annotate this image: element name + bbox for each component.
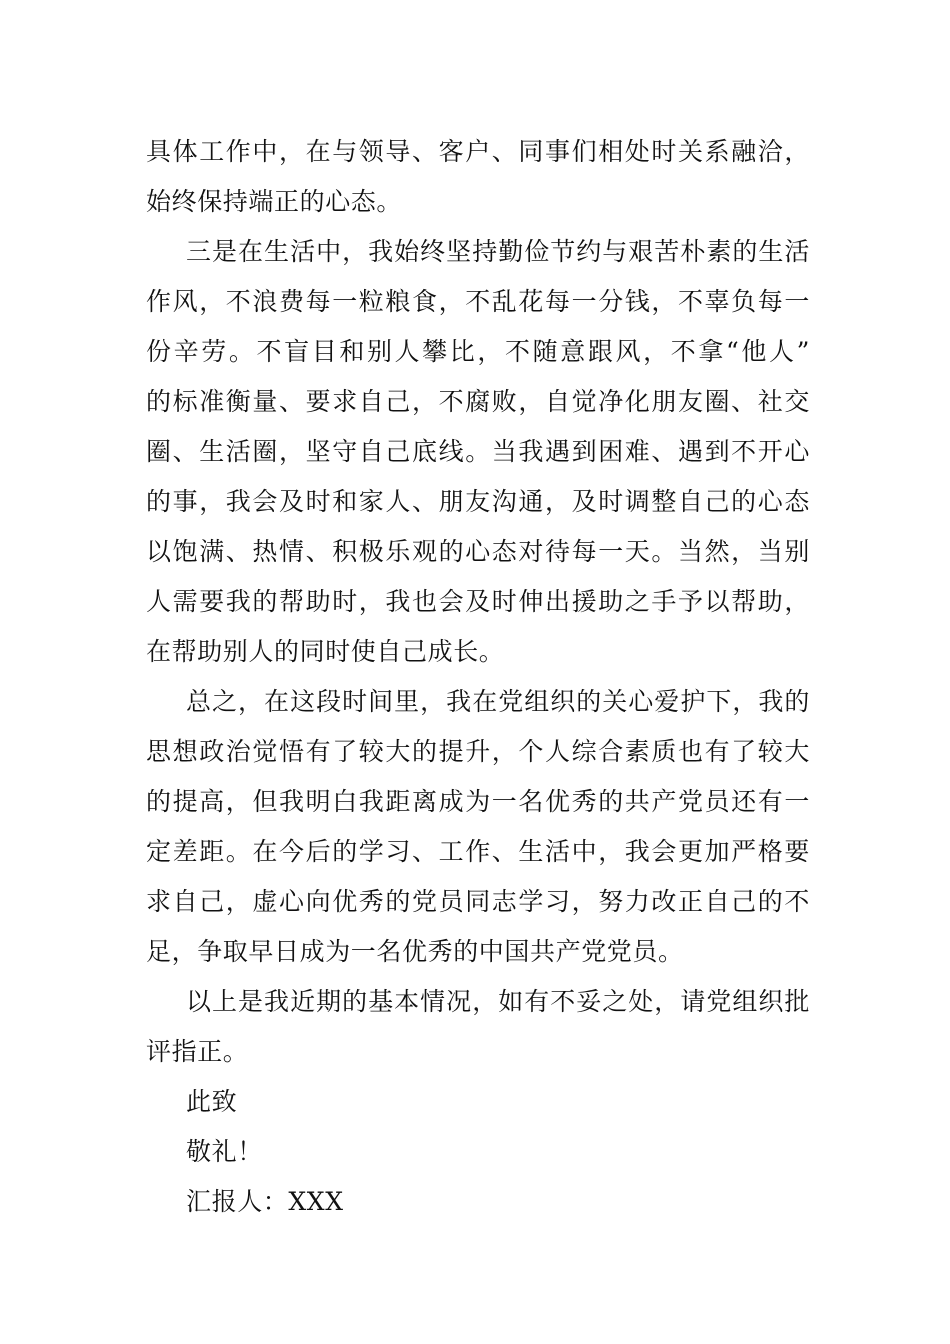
text-line: 具体工作中，在与领导、客户、同事们相处时关系融洽， [146,137,810,166]
salutation: 此致 [186,1087,238,1116]
paragraph-life [146,227,810,677]
text-line: 始终保持端正的心态。 [146,187,403,216]
closing-block [146,1077,810,1227]
text-line: 以上是我近期的基本情况，如有不妥之处，请党组织批 [186,987,810,1016]
text-line: 的标准衡量、要求自己，不腐败，自觉净化朋友圈、社交 [146,387,810,416]
respect-line: 敬礼！ [186,1137,263,1166]
text-line: 三是在生活中，我始终坚持勤俭节约与艰苦朴素的生活 [186,237,810,266]
signature: 汇报人：XXX [186,1187,344,1216]
text-line: 人需要我的帮助时，我也会及时伸出援助之手予以帮助， [146,587,810,616]
text-line: 的事，我会及时和家人、朋友沟通，及时调整自己的心态 [146,487,810,516]
text-line: 评指正。 [146,1037,249,1066]
document-body [146,127,810,1227]
text-line: 求自己，虚心向优秀的党员同志学习，努力改正自己的不 [146,887,810,916]
text-line: 足，争取早日成为一名优秀的中国共产党党员。 [146,937,684,966]
text-line: 作风，不浪费每一粒粮食，不乱花每一分钱，不辜负每一 [146,287,810,316]
text-line: 定差距。在今后的学习、工作、生活中，我会更加严格要 [146,837,810,866]
text-line: 思想政治觉悟有了较大的提升，个人综合素质也有了较大 [146,737,810,766]
text-line: 的提高，但我明白我距离成为一名优秀的共产党员还有一 [146,787,810,816]
text-line: 以饱满、热情、积极乐观的心态对待每一天。当然，当别 [146,537,810,566]
text-line: 总之，在这段时间里，我在党组织的关心爱护下，我的 [186,687,810,716]
paragraph-work-continuation [146,127,810,227]
paragraph-summary [146,677,810,977]
text-line: 圈、生活圈，坚守自己底线。当我遇到困难、遇到不开心 [146,437,810,466]
text-line: 在帮助别人的同时使自己成长。 [146,637,505,666]
text-line: 份辛劳。不盲目和别人攀比，不随意跟风，不拿“他人” [146,337,810,366]
paragraph-conclusion [146,977,810,1077]
